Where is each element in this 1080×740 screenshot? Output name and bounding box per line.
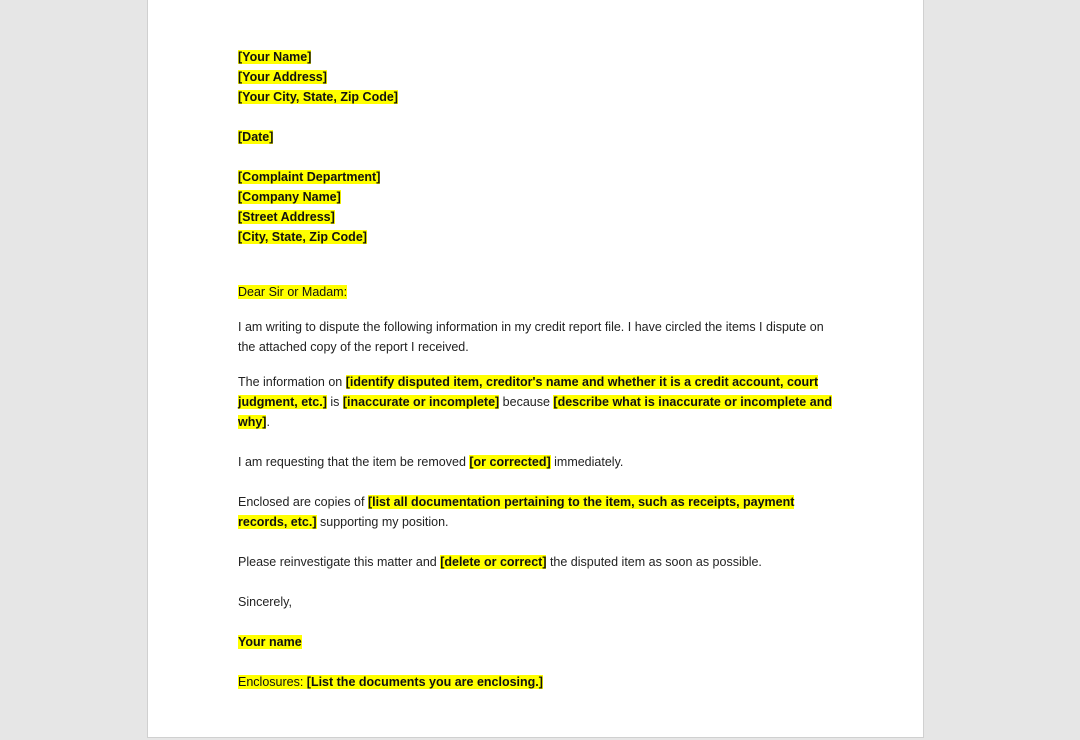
p2-text-1: The information on <box>238 375 346 389</box>
paragraph-information <box>238 372 838 432</box>
closing-line <box>238 592 838 612</box>
p2-highlight-reason: [describe what is inaccurate or incomplete and why] <box>238 395 832 429</box>
paragraph-enclosed <box>238 492 838 532</box>
signature: Your name <box>238 635 302 649</box>
document-page <box>147 0 924 738</box>
date-field: [Date] <box>238 130 274 144</box>
p3-highlight: [or corrected] <box>469 455 551 469</box>
sender-address-line <box>238 67 838 87</box>
sender-address: [Your Address] <box>238 70 327 84</box>
sender-city: [Your City, State, Zip Code] <box>238 90 398 104</box>
recipient-company: [Company Name] <box>238 190 341 204</box>
date-line <box>238 127 838 147</box>
p2-text-4: . <box>266 415 270 429</box>
closing: Sincerely, <box>238 595 292 609</box>
p3-text-2: immediately. <box>550 455 624 469</box>
recipient-street-line <box>238 207 838 227</box>
p2-text-3: because <box>499 395 554 409</box>
paragraph-dispute: I am writing to dispute the following information in my credit report file. I have circled the items I dispute on the attached copy of the report I received. <box>238 320 824 354</box>
recipient-city: [City, State, Zip Code] <box>238 230 367 244</box>
sender-city-line <box>238 87 838 107</box>
salutation: Dear Sir or Madam: <box>238 285 348 299</box>
p5-text-2: the disputed item as soon as possible. <box>546 555 762 569</box>
p4-highlight: [list all documentation pertaining to the item, such as receipts, payment records, etc.] <box>238 495 795 529</box>
letter-body <box>238 47 838 692</box>
paragraph-reinvestigate <box>238 552 838 572</box>
recipient-department: [Complaint Department] <box>238 170 381 184</box>
signature-line <box>238 632 838 652</box>
recipient-city-line <box>238 227 838 247</box>
p2-highlight-item: [identify disputed item, creditor's name and whether it is a credit account, court judgment, etc.] <box>238 375 819 409</box>
enclosures-label: Enclosures: <box>238 675 307 689</box>
sender-name: [Your Name] <box>238 50 312 64</box>
p5-text-1: Please reinvestigate this matter and <box>238 555 441 569</box>
p2-highlight-status: [inaccurate or incomplete] <box>342 395 500 409</box>
paragraph-request <box>238 452 838 472</box>
recipient-department-line <box>238 167 838 187</box>
p5-highlight: [delete or correct] <box>440 555 547 569</box>
enclosures-line <box>238 672 838 692</box>
salutation-line <box>238 282 838 302</box>
recipient-company-line <box>238 187 838 207</box>
recipient-street: [Street Address] <box>238 210 335 224</box>
enclosures-value: [List the documents you are enclosing.] <box>306 675 543 689</box>
sender-block <box>238 47 838 67</box>
p2-text-2: is <box>326 395 343 409</box>
p4-text-2: supporting my position. <box>316 515 449 529</box>
p4-text-1: Enclosed are copies of <box>238 495 368 509</box>
p3-text-1: I am requesting that the item be removed <box>238 455 470 469</box>
